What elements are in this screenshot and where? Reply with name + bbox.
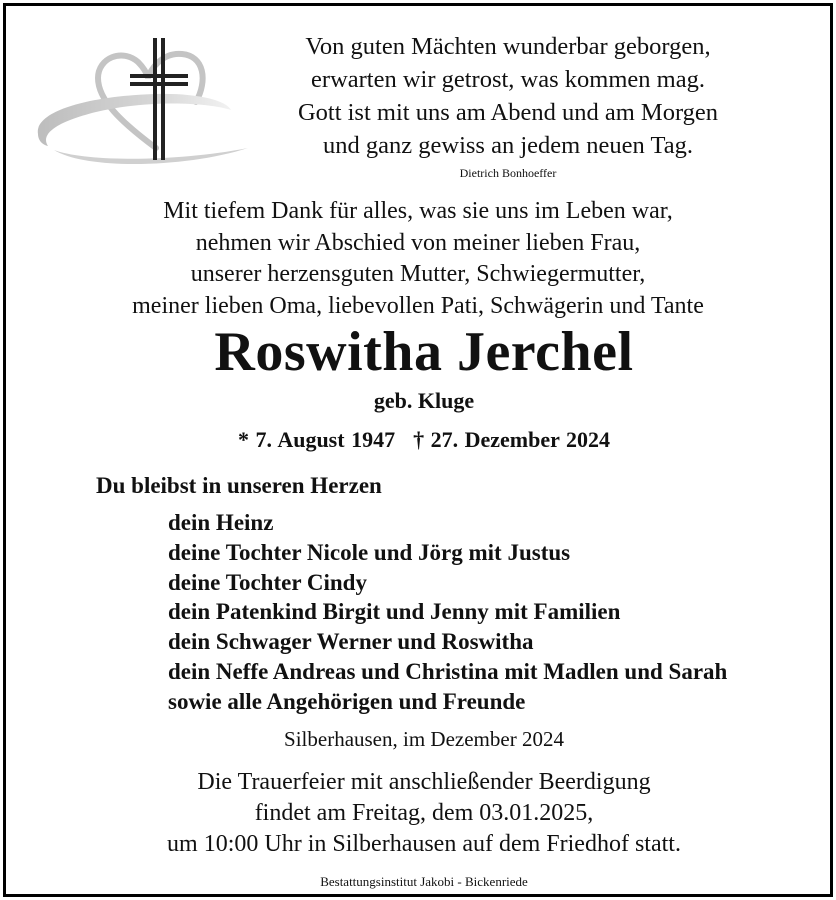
mourners-list — [168, 508, 727, 717]
cross-heart-icon — [26, 30, 256, 170]
poem — [238, 30, 778, 162]
funeral-line: Die Trauerfeier mit anschließender Beerdigung — [197, 769, 651, 795]
funeral-line: findet am Freitag, dem 03.01.2025, — [254, 800, 594, 826]
mourner-line: dein Heinz — [168, 510, 274, 535]
funeral-line: um 10:00 Uhr in Silberhausen auf dem Friedhof statt. — [167, 831, 681, 857]
mourner-line: dein Schwager Werner und Roswitha — [168, 629, 534, 655]
intro-line: Mit tiefem Dank für alles, was sie uns im Leben war, — [163, 198, 673, 224]
poem-author: Dietrich Bonhoeffer — [459, 166, 557, 180]
mourner-line: sowie alle Angehörigen und Freunde — [168, 688, 526, 714]
mourner-line: deine Tochter Cindy — [168, 569, 367, 595]
death-date: † 27. Dezember 2024 — [413, 427, 610, 452]
intro-line: meiner lieben Oma, liebevollen Pati, Schwägerin und Tante — [132, 292, 704, 319]
mourner-line: dein Patenkind Birgit und Jenny mit Familien — [168, 599, 621, 625]
funeral-info — [6, 767, 836, 860]
poem-line: Von guten Mächten wunderbar geborgen, — [305, 33, 711, 60]
place-date: Silberhausen, im Dezember 2024 — [284, 727, 564, 751]
poem-line: erwarten wir getrost, was kommen mag. — [311, 66, 705, 93]
intro-line: unserer herzensguten Mutter, Schwiegermutter, — [190, 261, 646, 287]
mourners-heading: Du bleibst in unseren Herzen — [96, 473, 382, 498]
undertaker: Bestattungsinstitut Jakobi - Bickenriede — [320, 874, 528, 889]
poem-line: und ganz gewiss an jedem neuen Tag. — [323, 132, 693, 159]
intro-line: nehmen wir Abschied von meiner lieben Frau, — [195, 229, 641, 256]
deceased-name: Roswitha Jerchel — [214, 321, 634, 383]
intro-text — [6, 196, 830, 322]
obituary-notice — [3, 3, 833, 897]
birth-date: * 7. August 1947 — [238, 427, 396, 452]
mourner-line: deine Tochter Nicole und Jörg mit Justus — [168, 539, 571, 565]
mourner-line: dein Neffe Andreas und Christina mit Madlen und Sarah — [168, 658, 728, 684]
life-dates — [6, 427, 836, 453]
poem-line: Gott ist mit uns am Abend und am Morgen — [297, 99, 719, 126]
maiden-name: geb. Kluge — [373, 388, 475, 413]
